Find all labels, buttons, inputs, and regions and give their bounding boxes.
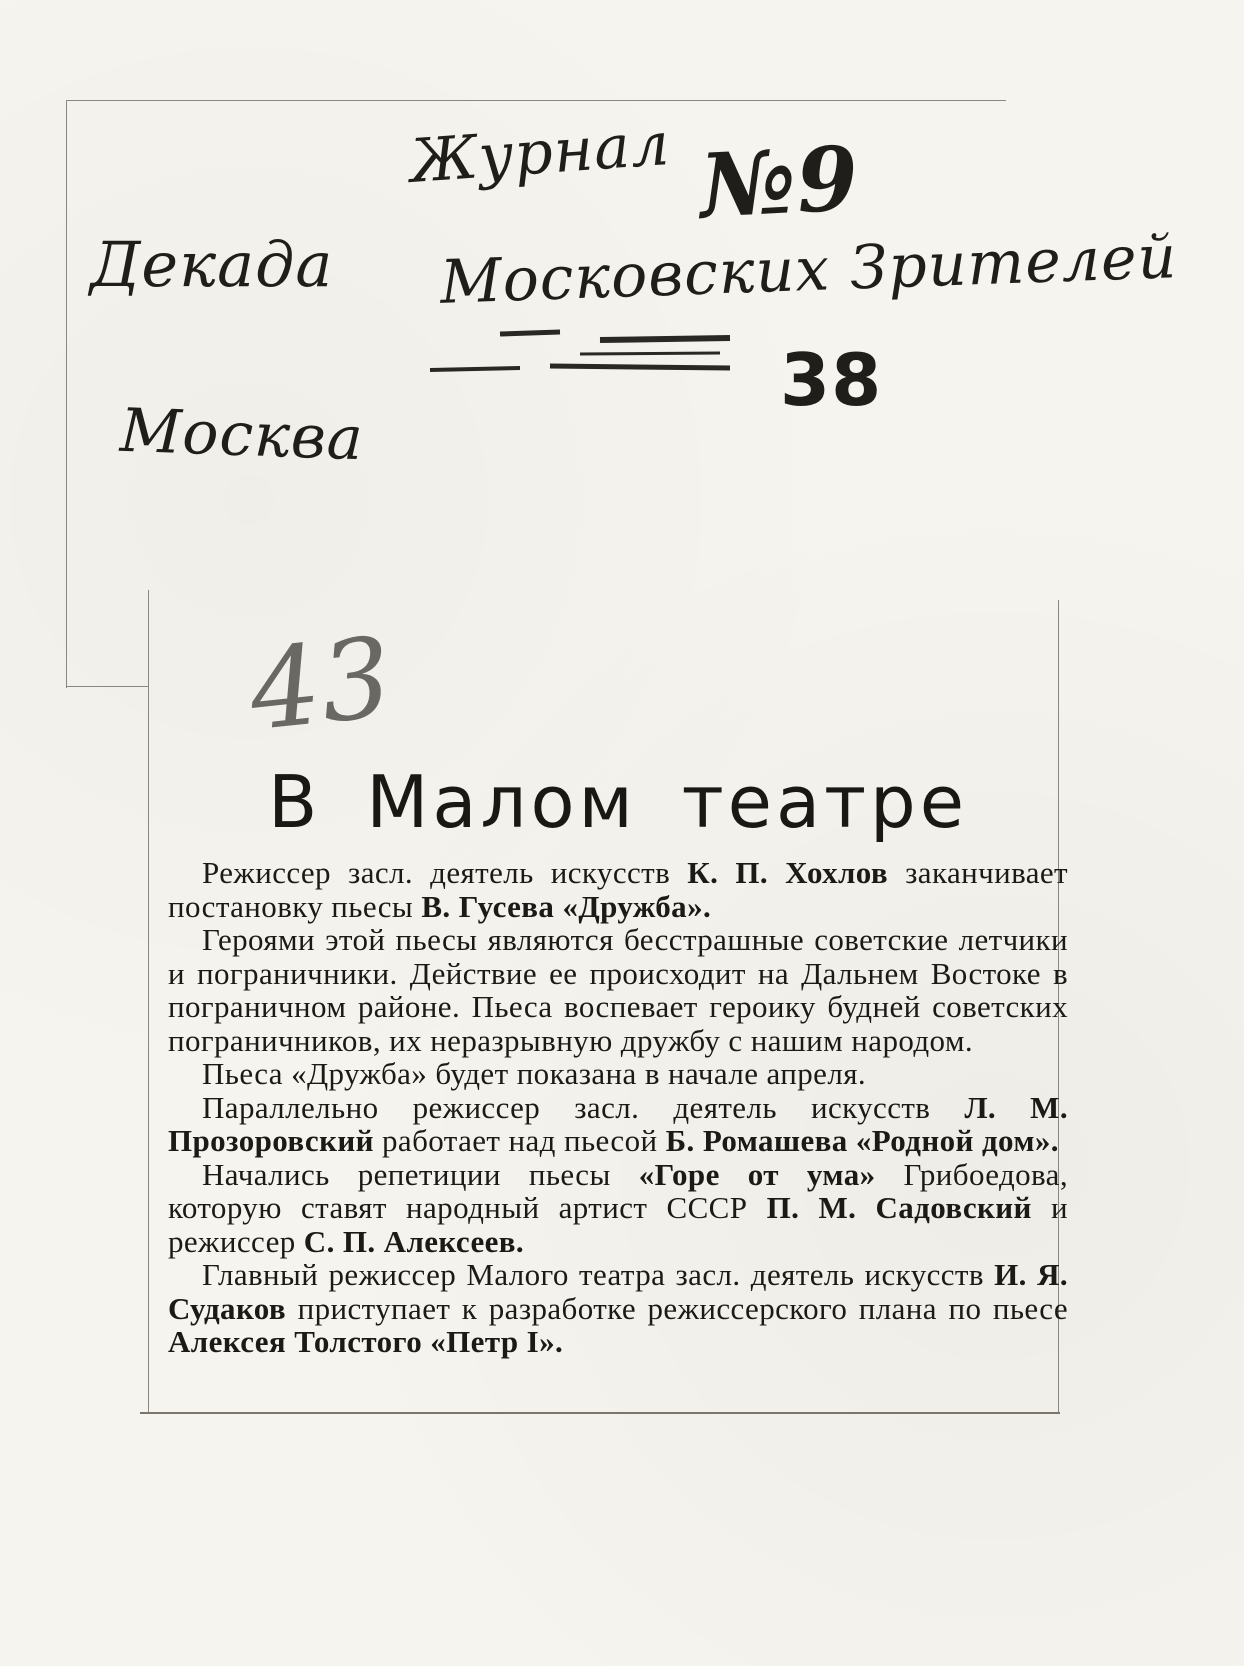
bold-name: Алексея Толстого «Петр I». [168,1324,564,1359]
frame-top-line [66,100,1006,101]
text-run: и режиссер [168,1190,1068,1259]
crossed-out-stamp [430,326,780,386]
handwritten-city: Москва [118,395,365,475]
article-paragraph [168,1057,1068,1091]
bold-name: С. П. Алексеев. [303,1223,525,1259]
handwritten-pencil-mark: 43 [243,612,399,756]
frame-left-line [66,100,67,688]
text-run: приступает к разработке режиссерского плана по пьесе [286,1290,1068,1326]
handwritten-dekada: Декада [90,228,334,301]
article-headline: В Малом театре [267,760,969,844]
handwritten-journal: Журнал [407,109,673,197]
article-body [168,856,1068,1359]
article-paragraph [168,923,1068,1057]
article-paragraph [168,1091,1068,1158]
frame-inner-left-line [148,590,149,1412]
text-run: Начались репетиции пьесы [202,1156,639,1192]
bold-name: Б. Ромашева «Родной дом». [665,1123,1059,1158]
bold-name: П. М. Садовский [766,1190,1032,1225]
text-run: Главный режиссер Малого театра засл. деятель искусств [202,1257,995,1292]
article-paragraph [168,1258,1068,1359]
handwritten-moscow-viewers: Московских Зрителей [439,222,1179,318]
bold-name: К. П. Хохлов [687,855,889,890]
text-run: работает над пьесой [373,1123,666,1158]
bold-name: В. Гусева «Дружба». [421,888,712,924]
bold-name: Л. М. Прозоровский [168,1089,1068,1158]
handwritten-year: 38 [780,338,883,422]
text-run: заканчивает постановку пьесы [168,855,1068,924]
frame-bottom-left-line [66,686,148,687]
article-paragraph [168,1158,1068,1259]
text-run: Пьеса «Дружба» будет показана в начале апреля. [202,1056,867,1091]
clipping-bottom-edge [140,1412,1060,1414]
newspaper-article [168,760,1068,1359]
bold-name: И. Я. Судаков [168,1257,1069,1326]
article-paragraph [168,856,1068,923]
bold-name: «Горе от ума» [638,1156,876,1192]
text-run: Режиссер засл. деятель искусств [202,855,688,890]
text-run: Параллельно режиссер засл. деятель искусств [202,1089,965,1125]
handwritten-issue-number: №9 [697,125,862,239]
text-run: Грибоедова, которую ставят народный артист СССР [168,1156,1068,1225]
text-run: Героями этой пьесы являются бесстрашные советские летчики и пограничники. Действие ее происходит на Дальнем Востоке в пограничном районе. Пьеса воспевает героику будней советских пограничников, их неразрывную дружбу с нашим народом. [168,922,1068,1058]
